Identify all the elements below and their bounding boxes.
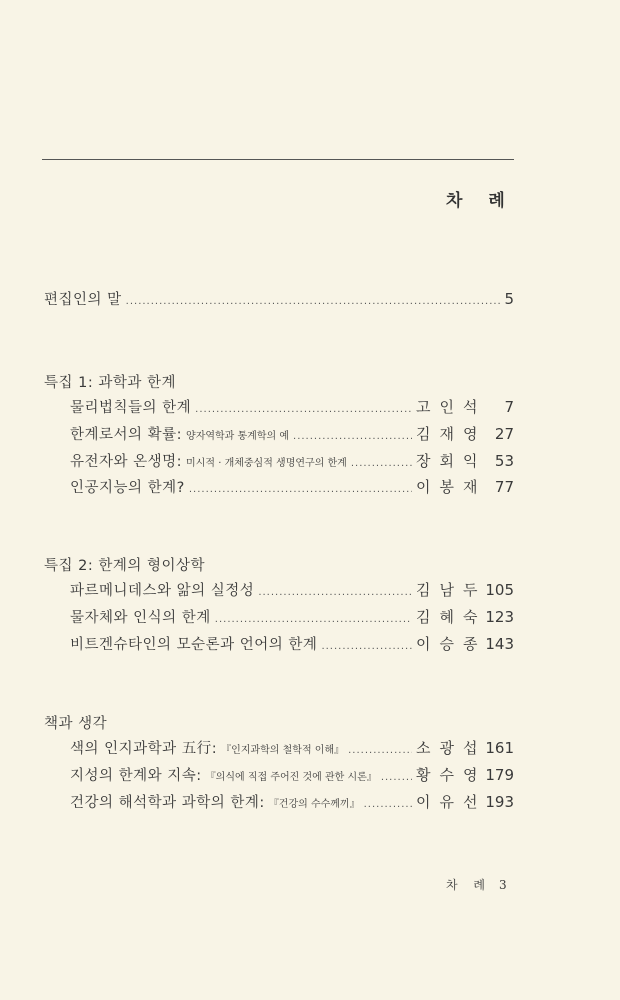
page-footer <box>446 876 507 893</box>
toc-entry <box>70 764 514 785</box>
entry-author: 김혜숙 <box>416 607 487 626</box>
entry-author: 황수영 <box>416 765 487 784</box>
toc-entry <box>70 476 514 497</box>
page-title: 차 례 <box>446 191 515 211</box>
entry-title: 유전자와 온생명: <box>70 453 183 470</box>
leader-dots <box>348 745 412 756</box>
leader-dots <box>381 772 412 783</box>
entry-page: 123 <box>485 607 514 626</box>
entry-title: 물자체와 인식의 한계 <box>70 609 211 626</box>
entry-page: 77 <box>494 478 514 497</box>
leader-dots <box>293 431 412 442</box>
toc-entry <box>70 423 514 444</box>
entry-page: 27 <box>494 424 514 443</box>
toc-entry <box>70 633 514 654</box>
entry-author: 고인석 <box>416 398 487 416</box>
entry-author: 장회익 <box>416 451 487 470</box>
leader-dots <box>195 404 412 415</box>
entry-page: 105 <box>485 581 514 599</box>
leader-dots <box>126 296 501 307</box>
entry-title: 물리법칙들의 한계 <box>70 400 192 416</box>
entry-subtitle: 『의식에 직접 주어진 것에 관한 시론』 <box>205 771 377 783</box>
leader-dots <box>258 587 412 598</box>
entry-title: 색의 인지과학과 五行: <box>70 741 218 757</box>
header-rule <box>42 159 514 160</box>
entry-author: 소광섭 <box>416 739 487 757</box>
toc-entry-editor-note <box>44 288 514 309</box>
entry-title: 지성의 한계와 지속: <box>70 767 202 784</box>
entry-title: 인공지능의 한계? <box>70 480 185 497</box>
toc-entry <box>70 606 514 627</box>
entry-title: 비트겐슈타인의 모순론과 언어의 한계 <box>70 636 318 653</box>
entry-subtitle: 『인지과학의 철학적 이해』 <box>221 745 345 756</box>
entry-page: 5 <box>504 290 514 308</box>
entry-page: 7 <box>504 398 514 416</box>
entry-title: 편집인의 말 <box>44 292 122 308</box>
entry-page: 193 <box>485 792 514 811</box>
section-heading: 특집 1: 과학과 한계 <box>44 375 176 391</box>
entry-page: 161 <box>485 739 514 757</box>
section-heading: 특집 2: 한계의 형이상학 <box>44 558 206 574</box>
leader-dots <box>351 458 412 469</box>
footer-label: 차 례 <box>446 878 491 892</box>
entry-author: 이봉재 <box>416 478 487 497</box>
entry-author: 이승종 <box>416 634 487 653</box>
entry-title: 건강의 해석학과 과학의 한계: <box>70 794 265 811</box>
leader-dots <box>321 641 412 652</box>
page-number: 3 <box>499 878 507 892</box>
entry-title: 한계로서의 확률: <box>70 426 183 443</box>
entry-page: 53 <box>494 451 514 470</box>
entry-page: 179 <box>485 765 514 784</box>
entry-page: 143 <box>485 634 514 653</box>
leader-dots <box>189 484 412 495</box>
entry-author: 이유선 <box>416 792 487 811</box>
entry-author: 김남두 <box>416 581 487 599</box>
entry-subtitle: 『건강의 수수께끼』 <box>268 798 360 810</box>
entry-title: 파르메니데스와 앎의 실정성 <box>70 583 255 599</box>
entry-author: 김재영 <box>416 424 487 443</box>
leader-dots <box>215 614 412 625</box>
entry-subtitle: 양자역학과 통계학의 예 <box>186 430 290 442</box>
toc-entry <box>70 579 514 600</box>
toc-entry <box>70 737 514 758</box>
section-heading: 책과 생각 <box>44 716 108 732</box>
toc-entry <box>70 396 514 417</box>
entry-subtitle: 미시적 · 개체중심적 생명연구의 한계 <box>186 457 347 469</box>
leader-dots <box>364 799 412 810</box>
toc-entry <box>70 791 514 812</box>
toc-entry <box>70 450 514 471</box>
